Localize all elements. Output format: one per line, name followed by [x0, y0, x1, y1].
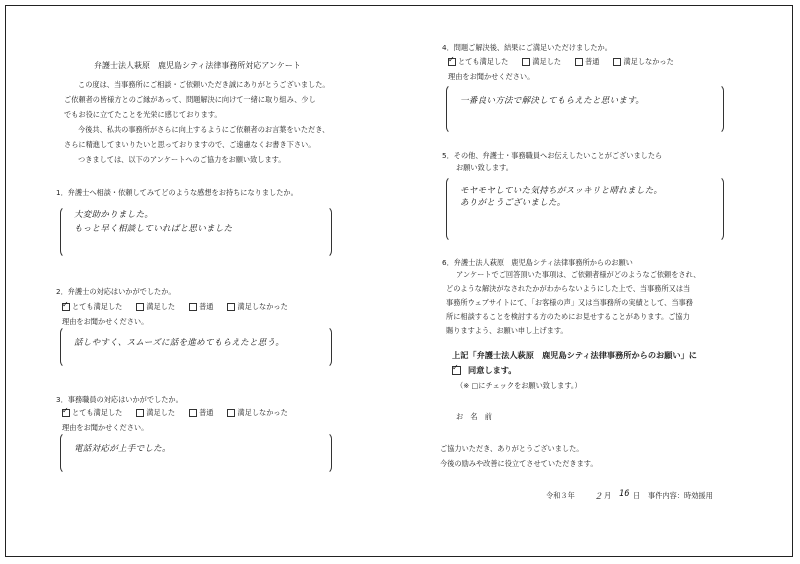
q5-answer-line2: ありがとうございました。	[460, 198, 566, 208]
q3-question: 3．事務職員の対応はいかがでしたか。	[56, 395, 183, 404]
q1-answer-line2: もっと早く相談していればと思いました	[74, 224, 233, 234]
checkbox[interactable]	[136, 409, 144, 417]
consent-statement: 上記「弁護士法人萩原 鹿児島シティ法律事務所からのお願い」に	[452, 350, 697, 360]
checkbox[interactable]	[227, 409, 235, 417]
intro-line: さらに精進してまいりたいと思っておりますので、ご遠慮なくお書き下さい。	[64, 140, 316, 149]
q4-answer: 一番良い方法で解決してもらえたと思います。	[460, 96, 645, 106]
date-day-value: 16	[619, 489, 630, 499]
closing-line: ご協力いただき、ありがとうございました。	[440, 444, 584, 453]
closing-line: 今後の励みや改善に役立てさせていただきます。	[440, 459, 598, 468]
case-value: 時効援用	[684, 491, 713, 500]
q2-reason-prompt: 理由をお聞かせください。	[62, 317, 149, 326]
q2-question: 2．弁護士の対応はいかがでしたか。	[56, 287, 176, 296]
date-month-label: 月	[604, 491, 612, 500]
date-day-label: 日	[633, 491, 641, 500]
intro-line: でもお役に立てたことを光栄に感じております。	[64, 110, 222, 119]
checkbox[interactable]	[522, 58, 530, 66]
q6-text-line: 所に相談することを検討する方のためにお見せすることがあります。ご協力	[446, 312, 690, 321]
q3-reason-prompt: 理由をお聞かせください。	[62, 423, 149, 432]
checkbox[interactable]	[613, 58, 621, 66]
q3-option-satisfied[interactable]: 満足した	[136, 408, 175, 418]
q4-option-unsatisfied[interactable]: 満足しなかった	[613, 57, 673, 67]
q3-option-unsatisfied[interactable]: 満足しなかった	[227, 408, 287, 418]
checkbox[interactable]	[227, 303, 235, 311]
q2-option-very-satisfied[interactable]: ✓ とても満足した	[62, 302, 122, 312]
q2-answer: 話しやすく、スムーズに話を進めてもらえたと思う。	[74, 338, 285, 348]
consent-label: 同意します。	[468, 365, 517, 375]
q4-question: 4．問題ご解決後、結果にご満足いただけましたか。	[442, 43, 612, 52]
checkbox-checked[interactable]	[62, 303, 70, 311]
date-month-value: ２	[594, 492, 603, 502]
checkbox[interactable]	[575, 58, 583, 66]
q5-question: 5．その他、弁護士・事務職員へお伝えしたいことがございましたら	[442, 151, 663, 160]
q2-option-satisfied[interactable]: 満足した	[136, 302, 175, 312]
q6-text-line: 事務所ウェブサイトにて、「お客様の声」又は当事務所の実績として、当事務	[446, 298, 693, 307]
q6-text-line: アンケートでご回答頂いた事項は、ご依頼者様がどのようなご依頼をされ、	[456, 270, 701, 279]
intro-line: この度は、当事務所にご相談・ご依頼いただき誠にありがとうございました。	[78, 80, 330, 89]
q4-options	[448, 57, 674, 67]
q5-question-cont: お願い致します。	[456, 163, 513, 172]
q3-option-very-satisfied[interactable]: ✓ とても満足した	[62, 408, 122, 418]
q5-answer-line1: モヤモヤしていた気持ちがスッキリと晴れました。	[460, 186, 663, 196]
checkbox[interactable]	[136, 303, 144, 311]
case-label: 事件内容：	[648, 491, 684, 500]
q6-text-line: 賜りますよう、お願い申し上げます。	[446, 326, 568, 335]
q4-answer-box[interactable]	[446, 84, 724, 134]
intro-line: ご依頼者の皆様方とのご縁があって、問題解決に向けて一緒に取り組み、少し	[64, 95, 316, 104]
consent-note: （※ □にチェックをお願い致します。）	[456, 381, 582, 390]
q2-options	[62, 302, 288, 312]
consent-row[interactable]	[452, 365, 516, 376]
checkbox-checked[interactable]	[448, 58, 456, 66]
consent-checkbox[interactable]	[452, 366, 461, 375]
q2-option-neutral[interactable]: 普通	[189, 302, 213, 312]
intro-line: 今後共、私共の事務所がさらに向上するようにご依頼者のお言葉をいただき、	[78, 125, 330, 134]
q6-question: 6．弁護士法人萩原 鹿児島シティ法律事務所からのお願い	[442, 258, 633, 267]
name-label: お 名 前	[456, 412, 492, 421]
q3-option-neutral[interactable]: 普通	[189, 408, 213, 418]
q4-option-very-satisfied[interactable]: ✓ とても満足した	[448, 57, 508, 67]
q6-text-line: どのような解決がなされたかがわからないようにした上で、当事務所又は当	[446, 284, 691, 293]
q4-option-satisfied[interactable]: 満足した	[522, 57, 561, 67]
checkbox[interactable]	[189, 303, 197, 311]
q1-answer-line1: 大変助かりました。	[74, 210, 154, 220]
q1-question: 1．弁護士へ相談・依頼してみてどのような感想をお持ちになりましたか。	[56, 188, 298, 197]
q4-reason-prompt: 理由をお聞かせください。	[448, 72, 535, 81]
q3-options	[62, 408, 288, 418]
page-title: 弁護士法人萩原 鹿児島シティ法律事務所対応アンケート	[94, 61, 301, 70]
checkbox-checked[interactable]	[62, 409, 70, 417]
q3-answer: 電話対応が上手でした。	[74, 444, 171, 454]
intro-line: つきましては、以下のアンケートへのご協力をお願い致します。	[78, 155, 286, 164]
checkbox[interactable]	[189, 409, 197, 417]
date-era: 令和３年	[546, 491, 575, 500]
q4-option-neutral[interactable]: 普通	[575, 57, 599, 67]
q2-option-unsatisfied[interactable]: 満足しなかった	[227, 302, 287, 312]
